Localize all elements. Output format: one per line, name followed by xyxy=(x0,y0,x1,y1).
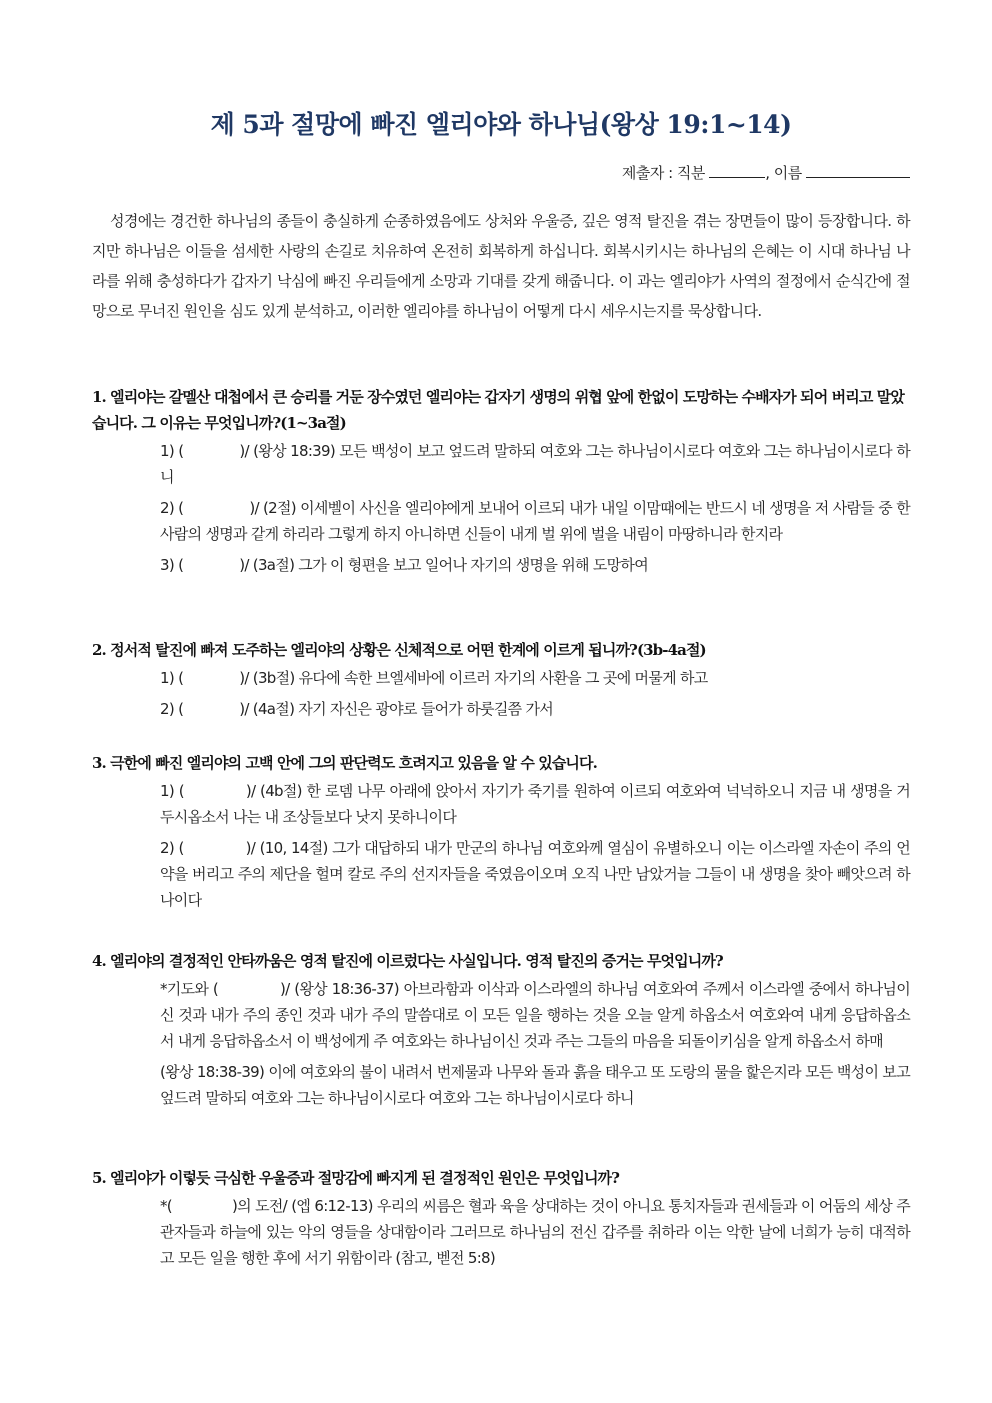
question-2 xyxy=(92,637,910,727)
answer-item: 2) ( )/ (10, 14절) 그가 대답하되 내가 만군의 하나님 여호와께 열심이 유별하오니 이는 이스라엘 자손이 주의 언약을 버리고 주의 제단을 헐며 칼로 주의 선지자들을 죽였음이오며 오직 나만 남았거늘 그들이 내 생명을 찾아 빼앗으려 하나이다 xyxy=(160,839,910,909)
intro-paragraph: 성경에는 경건한 하나님의 종들이 충실하게 순종하였음에도 상처와 우울증, 깊은 영적 탈진을 겪는 장면들이 많이 등장합니다. 하지만 하나님은 이들을 섬세한 사랑의 손길로 치유하여 온전히 회복하게 하십니다. 회복시키시는 하나님의 은혜는 이 시대 하나님 나라를 위해 충성하다가 갑자기 낙심에 빠진 우리들에게 소망과 기대를 갖게 해줍니다. 이 과는 엘리야가 사역의 절정에서 순식간에 절망으로 무너진 원인을 심도 있게 분석하고, 이러한 엘리야를 하나님이 어떻게 다시 세우시는지를 묵상합니다. xyxy=(92,212,910,320)
name-blank[interactable] xyxy=(806,163,910,178)
answer-item: 1) ( )/ (왕상 18:39) 모든 백성이 보고 엎드려 말하되 여호와 그는 하나님이시로다 여호와 그는 하나님이시로다 하니 xyxy=(160,442,910,486)
page-title: 제 5과 절망에 빠진 엘리야와 하나님(왕상 19:1~14) xyxy=(210,110,792,139)
question-5 xyxy=(92,1165,910,1276)
answer-list xyxy=(160,778,910,913)
answer-item: *( )의 도전/ (엡 6:12-13) 우리의 씨름은 혈과 육을 상대하는 것이 아니요 통치자들과 권세들과 이 어둠의 세상 주관자들과 하늘에 있는 악의 영들을 상대함이라 그러므로 하나님의 전신 갑주를 취하라 이는 악한 날에 너희가 능히 대적하고 모든 일을 행한 후에 서기 위함이라 (참고, 벧전 5:8) xyxy=(160,1197,910,1267)
answer-list xyxy=(160,976,910,1111)
position-blank[interactable] xyxy=(709,163,765,178)
question-1 xyxy=(92,384,910,583)
question-heading: 5. 엘리야가 이렇듯 극심한 우울증과 절망감에 빠지게 된 결정적인 원인은 무엇입니까? xyxy=(92,1169,620,1187)
submitter-label: 제출자 : 직분 xyxy=(621,164,705,182)
question-heading: 4. 엘리야의 결정적인 안타까움은 영적 탈진에 이르렀다는 사실입니다. 영적 탈진의 증거는 무엇입니까? xyxy=(92,952,723,970)
name-label: , 이름 xyxy=(765,164,802,182)
answer-item: 2) ( )/ (4a절) 자기 자신은 광야로 들어가 하룻길쯤 가서 xyxy=(160,700,554,718)
submitter-line xyxy=(622,162,910,183)
question-4 xyxy=(92,948,910,1116)
answer-item: 3) ( )/ (3a절) 그가 이 형편을 보고 일어나 자기의 생명을 위해 도망하여 xyxy=(160,556,649,574)
answer-list xyxy=(160,438,910,578)
answer-list xyxy=(160,665,910,722)
question-heading: 3. 극한에 빠진 엘리야의 고백 안에 그의 판단력도 흐려지고 있음을 알 수 있습니다. xyxy=(92,754,597,772)
answer-item: (왕상 18:38-39) 이에 여호와의 불이 내려서 번제물과 나무와 돌과 흙을 태우고 또 도랑의 물을 핥은지라 모든 백성이 보고 엎드려 말하되 여호와 그는 하나님이시로다 여호와 그는 하나님이시로다 하니 xyxy=(160,1063,910,1107)
question-heading: 1. 엘리야는 갈멜산 대첩에서 큰 승리를 거둔 장수였던 엘리야는 갑자기 생명의 위협 앞에 한없이 도망하는 수배자가 되어 버리고 말았습니다. 그 이유는 무엇입니까?(1~3a절) xyxy=(92,388,904,432)
answer-item: *기도와 ( )/ (왕상 18:36-37) 아브라함과 이삭과 이스라엘의 하나님 여호와여 주께서 이스라엘 중에서 하나님이신 것과 내가 주의 종인 것과 내가 주의 말씀대로 이 모든 일을 행하는 것을 오늘 알게 하옵소서 여호와여 내게 응답하옵소서 내게 응답하옵소서 이 백성에게 주 여호와는 하나님이신 것과 주는 그들의 마음을 되돌이키심을 알게 하옵소서 하매 xyxy=(160,980,910,1050)
answer-list xyxy=(160,1193,910,1271)
answer-item: 1) ( )/ (4b절) 한 로뎀 나무 아래에 앉아서 자기가 죽기를 원하여 이르되 여호와여 넉넉하오니 지금 내 생명을 거두시옵소서 나는 내 조상들보다 낫지 못하니이다 xyxy=(160,782,910,826)
question-heading: 2. 정서적 탈진에 빠져 도주하는 엘리야의 상황은 신체적으로 어떤 한계에 이르게 됩니까?(3b-4a절) xyxy=(92,641,706,659)
answer-item: 2) ( )/ (2절) 이세벨이 사신을 엘리야에게 보내어 이르되 내가 내일 이맘때에는 반드시 네 생명을 저 사람들 중 한 사람의 생명과 같게 하리라 그렇게 하지 아니하면 신들이 내게 벌 위에 벌을 내림이 마땅하니라 한지라 xyxy=(160,499,910,543)
answer-item: 1) ( )/ (3b절) 유다에 속한 브엘세바에 이르러 자기의 사환을 그 곳에 머물게 하고 xyxy=(160,669,708,687)
question-3 xyxy=(92,750,910,918)
